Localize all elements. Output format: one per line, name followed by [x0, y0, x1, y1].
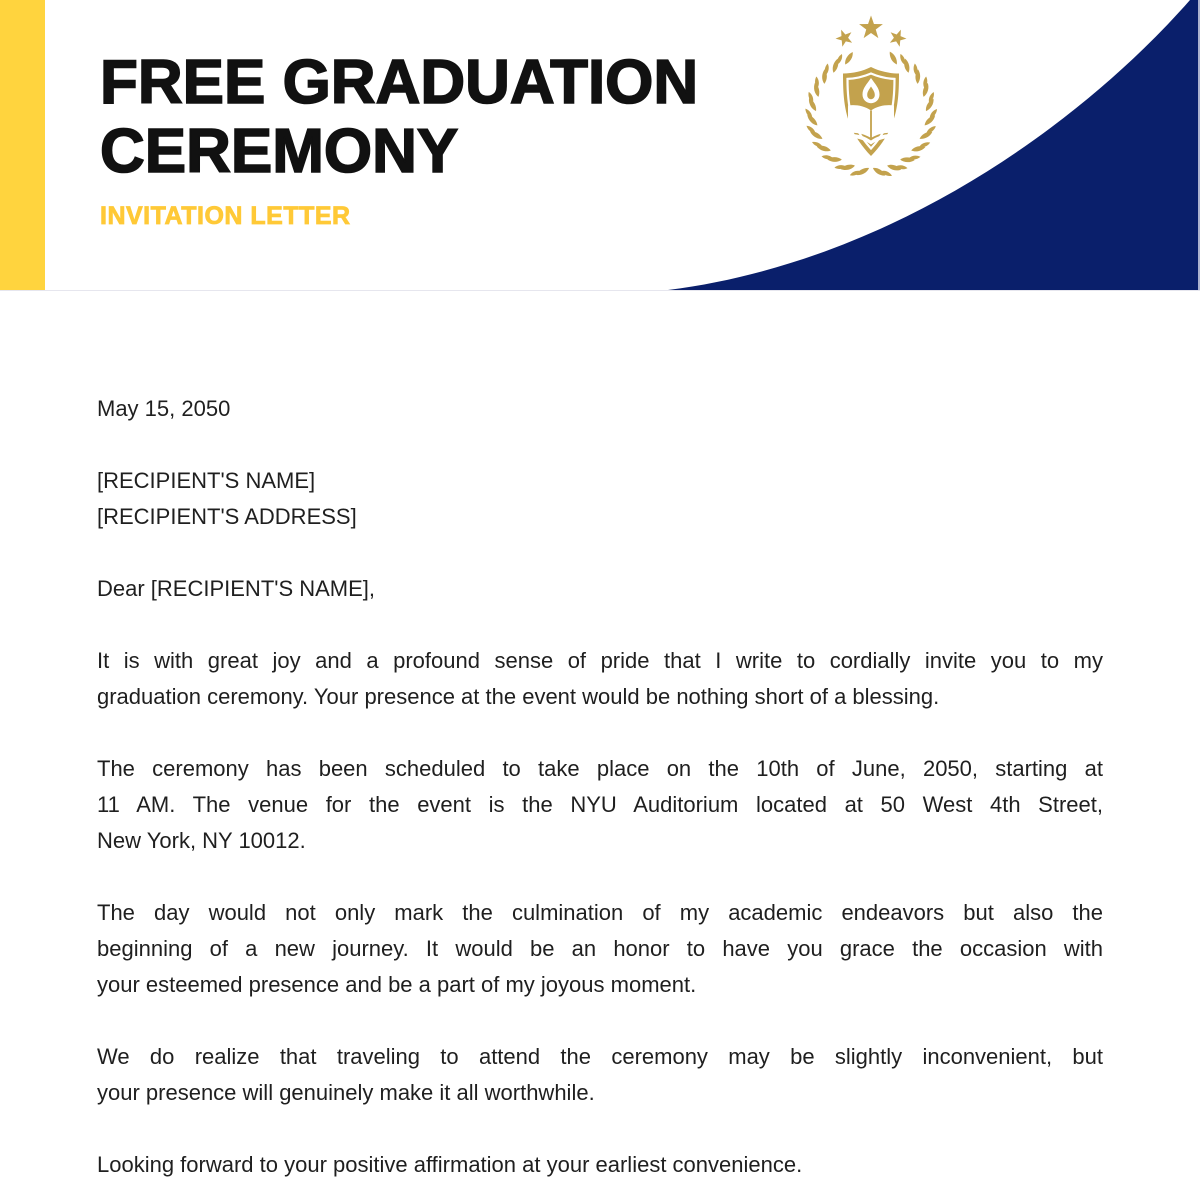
letter-line: graduation ceremony. Your presence at the event would be nothing short of a blessing.	[97, 684, 940, 709]
letter-line: your esteemed presence and be a part of my joyous moment.	[97, 972, 697, 997]
yellow-accent-bar	[0, 0, 45, 290]
letter-line: New York, NY 10012.	[97, 828, 306, 853]
stars-icon	[833, 16, 909, 48]
graduation-crest-icon	[795, 14, 947, 188]
letter-date: May 15, 2050	[97, 396, 231, 421]
letter-paragraph-2	[97, 751, 1103, 859]
letter-paragraph-1	[97, 643, 1103, 715]
letter-line: Looking forward to your positive affirmation at your earliest convenience.	[97, 1152, 803, 1177]
recipient-name: [RECIPIENT'S NAME]	[97, 468, 316, 493]
letter-line: beginning of a new journey. It would be an honor to have you grace the occasion with	[97, 936, 1103, 961]
recipient-block	[97, 463, 1103, 535]
letter-line: your presence will genuinely make it all worthwhile.	[97, 1080, 595, 1105]
letter-line: It is with great joy and a profound sense of pride that I write to cordially invite you to my	[97, 648, 1103, 673]
letter-line: 11 AM. The venue for the event is the NYU Auditorium located at 50 West 4th Street,	[97, 792, 1103, 817]
letter-paragraph-4	[97, 1039, 1103, 1111]
letter-line: The day would not only mark the culmination of my academic endeavors but also the	[97, 900, 1103, 925]
title-line-2: CEREMONY	[100, 117, 459, 186]
letter-line: The ceremony has been scheduled to take place on the 10th of June, 2050, starting at	[97, 756, 1103, 781]
title-line-1: FREE GRADUATION	[100, 48, 699, 117]
letter-body	[0, 291, 1200, 1183]
recipient-address: [RECIPIENT'S ADDRESS]	[97, 504, 357, 529]
header-banner	[0, 0, 1200, 291]
page-title	[100, 48, 698, 186]
letter-paragraph-3	[97, 895, 1103, 1003]
page-subtitle: INVITATION LETTER	[100, 202, 351, 230]
letter-line: We do realize that traveling to attend the ceremony may be slightly inconvenient, but	[97, 1044, 1103, 1069]
letter-closing-line	[97, 1147, 1103, 1183]
salutation: Dear [RECIPIENT'S NAME],	[97, 576, 376, 601]
